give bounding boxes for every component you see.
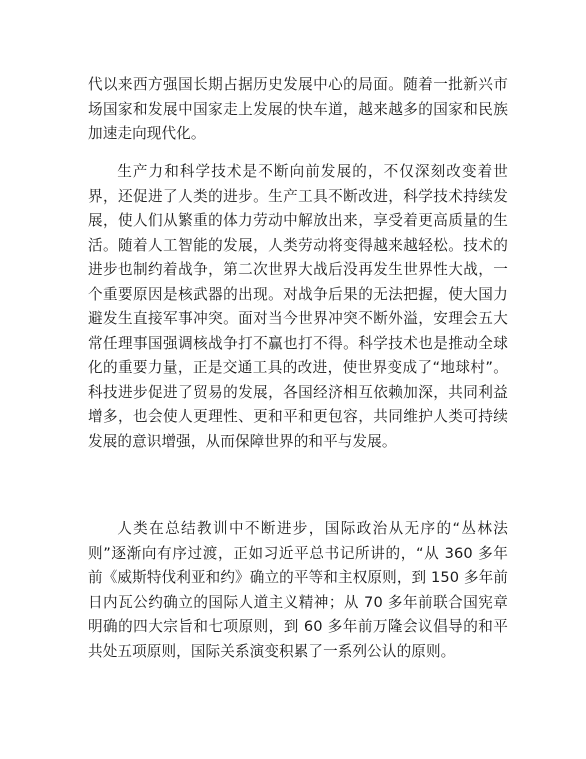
paragraph-1: 代以来西方强国长期占据历史发展中心的局面。随着一批新兴市场国家和发展中国家走上发展的快车道，越来越多的国家和民族加速走向现代化。 xyxy=(88,76,508,142)
paragraph-3: 人类在总结教训中不断进步，国际政治从无序的“丛林法则”逐渐向有序过渡，正如习近平总书记所讲的，“从 360 多年前《威斯特伐利亚和约》确立的平等和主权原则，到 150 多年前日内瓦公约确立的国际人道主义精神；从 70 多年前联合国宪章明确的四大宗旨和七项原则，到 60 多年前万隆会议倡导的和平共处五项原则，国际关系演变积累了一系列公认的原则。 xyxy=(88,520,508,660)
paragraph-2: 生产力和科学技术是不断向前发展的，不仅深刻改变着世界，还促进了人类的进步。生产工具不断改进，科学技术持续发展，使人们从繁重的体力劳动中解放出来，享受着更高质量的生活。随着人工智能的发展，人类劳动将变得越来越轻松。技术的进步也制约着战争，第二次世界大战后没再发生世界性大战，一个重要原因是核武器的出现。对战争后果的无法把握，使大国力避发生直接军事冲突。面对当今世界冲突不断外溢，安理会五大常任理事国强调核战争打不赢也打不得。科学技术也是推动全球化的重要力量，正是交通工具的改进，使世界变成了“地球村”。科技进步促进了贸易的发展，各国经济相互依赖加深，共同利益增多，也会使人更理性、更和平和更包容，共同维护人类可持续发展的意识增强，从而保障世界的和平与发展。 xyxy=(88,163,508,450)
